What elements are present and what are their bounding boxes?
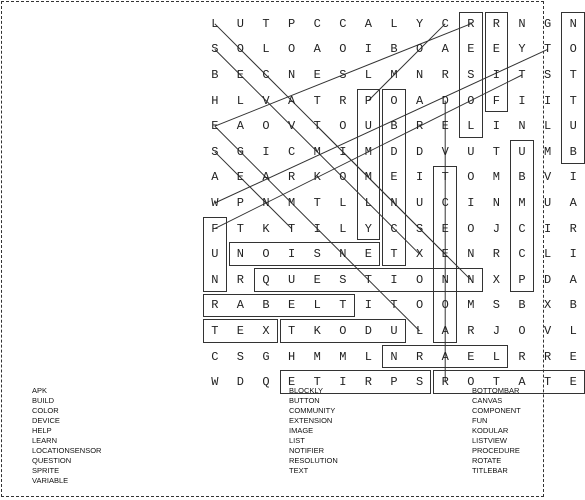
grid-letter[interactable]: O — [339, 119, 347, 134]
grid-letter[interactable]: L — [543, 119, 552, 134]
grid-letter[interactable]: B — [518, 170, 526, 185]
found-word-box — [280, 319, 406, 343]
grid-letter[interactable]: E — [236, 170, 244, 185]
grid-letter[interactable]: J — [492, 221, 500, 236]
grid-letter[interactable]: T — [287, 324, 296, 338]
grid-letter[interactable]: A — [441, 324, 449, 338]
grid-letter[interactable]: E — [236, 324, 244, 338]
grid-letter[interactable]: B — [518, 298, 526, 313]
grid-letter[interactable]: E — [441, 119, 449, 134]
grid-letter[interactable]: V — [543, 170, 552, 185]
word-list-item: COMMUNITY — [289, 406, 336, 415]
grid-letter[interactable]: F — [492, 93, 500, 108]
grid-letter[interactable]: T — [543, 375, 552, 390]
grid-letter[interactable]: L — [262, 42, 270, 57]
grid-letter[interactable]: I — [543, 221, 552, 236]
grid-letter[interactable]: N — [287, 68, 296, 82]
found-word-box — [382, 345, 508, 369]
grid-letter[interactable]: T — [492, 144, 500, 159]
grid-letter[interactable]: K — [313, 170, 321, 185]
grid-letter[interactable]: R — [518, 349, 526, 364]
grid-letter[interactable]: O — [467, 93, 475, 108]
grid-letter[interactable]: L — [364, 196, 372, 210]
word-list-item: LIST — [289, 436, 305, 445]
found-word-box — [561, 12, 585, 164]
grid-letter[interactable]: I — [467, 196, 475, 210]
grid-letter[interactable]: E — [287, 298, 296, 313]
grid-letter[interactable]: O — [339, 170, 347, 185]
grid-letter[interactable]: R — [339, 93, 347, 108]
word-list-column-1 — [32, 386, 101, 486]
grid-letter[interactable]: O — [339, 324, 347, 338]
grid-letter[interactable]: Y — [364, 221, 372, 236]
grid-letter[interactable]: A — [262, 170, 270, 185]
grid-letter[interactable]: N — [569, 16, 577, 31]
grid-letter[interactable]: A — [569, 272, 577, 287]
grid-letter[interactable]: A — [236, 119, 244, 134]
grid-letter[interactable]: M — [339, 349, 347, 364]
grid-letter[interactable]: L — [569, 324, 577, 338]
grid-letter[interactable]: F — [211, 221, 219, 236]
grid-letter[interactable]: M — [467, 298, 475, 313]
word-list-column-3 — [472, 386, 521, 476]
grid-letter[interactable]: X — [543, 298, 552, 313]
grid-letter[interactable]: B — [569, 298, 577, 313]
grid-letter[interactable]: U — [518, 144, 526, 159]
word-list-item: EXTENSION — [289, 416, 333, 425]
word-list-column-2 — [289, 386, 338, 476]
grid-letter[interactable]: C — [287, 144, 296, 159]
grid-letter[interactable]: L — [236, 93, 244, 108]
grid-letter[interactable]: E — [467, 42, 475, 57]
grid-letter[interactable]: U — [569, 119, 577, 134]
grid-letter[interactable]: M — [364, 144, 372, 159]
grid-letter[interactable]: R — [287, 170, 296, 185]
grid-letter[interactable]: U — [287, 272, 296, 287]
grid-letter[interactable]: T — [287, 221, 296, 236]
grid-letter[interactable]: D — [415, 144, 424, 159]
grid-letter[interactable]: M — [313, 349, 321, 364]
grid-letter[interactable]: M — [364, 170, 372, 185]
grid-letter[interactable]: R — [211, 298, 219, 313]
word-list-item: IMAGE — [289, 426, 314, 435]
grid-letter[interactable]: N — [262, 196, 270, 210]
grid-letter[interactable]: C — [262, 68, 270, 82]
grid-letter[interactable]: A — [313, 42, 321, 57]
grid-letter[interactable]: O — [236, 42, 244, 57]
grid-letter[interactable]: I — [492, 119, 500, 134]
grid-letter[interactable]: L — [364, 349, 372, 364]
grid-letter[interactable]: A — [211, 170, 219, 185]
grid-letter[interactable]: R — [415, 349, 424, 364]
grid-letter[interactable]: T — [441, 170, 449, 185]
grid-letter[interactable]: M — [518, 196, 526, 210]
grid-letter[interactable]: N — [236, 247, 244, 262]
grid-letter[interactable]: I — [364, 298, 372, 313]
grid-letter[interactable]: D — [441, 93, 449, 108]
grid-letter[interactable]: O — [518, 324, 526, 338]
grid-letter[interactable]: M — [543, 144, 552, 159]
grid-letter[interactable]: X — [415, 247, 424, 262]
grid-letter[interactable]: I — [339, 375, 347, 390]
grid-letter[interactable]: C — [339, 16, 347, 31]
grid-letter[interactable]: S — [415, 221, 424, 236]
grid-letter[interactable]: N — [339, 247, 347, 262]
grid-letter[interactable]: E — [492, 42, 500, 57]
grid-letter[interactable]: G — [236, 144, 244, 159]
grid-letter[interactable]: S — [467, 68, 475, 82]
grid-letter[interactable]: R — [467, 324, 475, 338]
grid-letter[interactable]: R — [364, 375, 372, 390]
grid-letter[interactable]: S — [339, 272, 347, 287]
grid-letter[interactable]: S — [492, 298, 500, 313]
grid-letter[interactable]: T — [313, 119, 321, 134]
grid-letter[interactable]: T — [569, 93, 577, 108]
found-word-box — [203, 294, 355, 318]
grid-letter[interactable]: N — [211, 272, 219, 287]
grid-letter[interactable]: G — [543, 16, 552, 31]
grid-letter[interactable]: Q — [262, 272, 270, 287]
grid-letter[interactable]: N — [390, 196, 398, 210]
found-word-box — [510, 140, 534, 292]
found-word-box — [203, 319, 278, 343]
grid-letter[interactable]: E — [287, 375, 296, 390]
grid-letter[interactable]: L — [364, 68, 372, 82]
grid-letter[interactable]: C — [313, 16, 321, 31]
grid-letter[interactable]: N — [467, 272, 475, 287]
grid-letter[interactable]: B — [569, 144, 577, 159]
grid-letter[interactable]: T — [313, 375, 321, 390]
grid-letter[interactable]: T — [262, 16, 270, 31]
grid-letter[interactable]: V — [543, 324, 552, 338]
grid-letter[interactable]: E — [313, 68, 321, 82]
found-word-box — [382, 89, 406, 266]
grid-letter[interactable]: C — [390, 221, 398, 236]
grid-letter[interactable]: O — [415, 298, 424, 313]
grid-letter[interactable]: I — [543, 93, 552, 108]
word-list-item: BUILD — [32, 396, 55, 405]
grid-letter[interactable]: T — [211, 324, 219, 338]
grid-letter[interactable]: O — [467, 375, 475, 390]
grid-letter[interactable]: A — [569, 196, 577, 210]
word-list-item: KODULAR — [472, 426, 509, 435]
grid-letter[interactable]: I — [339, 144, 347, 159]
grid-letter[interactable]: O — [467, 221, 475, 236]
grid-letter[interactable]: C — [211, 349, 219, 364]
grid-letter[interactable]: O — [339, 42, 347, 57]
grid-letter[interactable]: N — [492, 196, 500, 210]
grid-letter[interactable]: T — [364, 272, 372, 287]
word-list-item: LISTVIEW — [472, 436, 508, 445]
grid-letter[interactable]: S — [211, 42, 219, 57]
word-list-item: COLOR — [32, 406, 59, 415]
grid-letter[interactable]: W — [211, 375, 219, 390]
found-word-box — [485, 12, 509, 112]
word-list-item: BLOCKLY — [289, 386, 324, 395]
grid-letter[interactable]: O — [262, 247, 270, 262]
grid-letter[interactable]: A — [441, 349, 449, 364]
grid-letter[interactable]: R — [467, 16, 475, 31]
grid-letter[interactable]: E — [467, 349, 475, 364]
grid-letter[interactable]: S — [339, 68, 347, 82]
grid-letter[interactable]: E — [441, 247, 449, 262]
grid-letter[interactable]: C — [441, 196, 449, 210]
found-word-box — [459, 12, 483, 138]
grid-letter[interactable]: I — [390, 272, 398, 287]
grid-letter[interactable]: I — [518, 93, 526, 108]
grid-letter[interactable]: R — [415, 119, 424, 134]
grid-letter[interactable]: P — [518, 272, 526, 287]
found-word-box — [229, 242, 381, 266]
grid-letter[interactable]: E — [569, 349, 577, 364]
grid-letter[interactable]: H — [287, 349, 296, 364]
word-list-item: PROCEDURE — [472, 446, 520, 455]
grid-letter[interactable]: R — [492, 16, 500, 31]
grid-letter[interactable]: B — [390, 119, 398, 134]
grid-letter[interactable]: G — [262, 349, 270, 364]
grid-letter[interactable]: P — [287, 16, 296, 31]
grid-letter[interactable]: T — [569, 68, 577, 82]
grid-letter[interactable]: E — [211, 119, 219, 134]
grid-letter[interactable]: I — [569, 170, 577, 185]
grid-letter[interactable]: I — [287, 247, 296, 262]
grid-letter[interactable]: P — [390, 375, 398, 390]
grid-letter[interactable]: A — [441, 42, 449, 57]
grid-letter[interactable]: N — [415, 68, 424, 82]
grid-letter[interactable]: V — [441, 144, 449, 159]
word-list-item: SPRITE — [32, 466, 60, 475]
found-word-box — [433, 166, 457, 343]
grid-letter[interactable]: L — [313, 298, 321, 313]
word-list-item: LEARN — [32, 436, 58, 445]
grid-letter[interactable]: M — [390, 68, 398, 82]
grid-letter[interactable]: R — [492, 247, 500, 262]
grid-letter[interactable]: N — [441, 272, 449, 287]
grid-letter[interactable]: I — [415, 170, 424, 185]
grid-letter[interactable]: D — [236, 375, 244, 390]
grid-letter[interactable]: D — [364, 324, 372, 338]
grid-letter[interactable]: M — [492, 170, 500, 185]
grid-letter[interactable]: A — [287, 93, 296, 108]
grid-letter[interactable]: T — [313, 196, 321, 210]
word-list-item: TITLEBAR — [472, 466, 508, 475]
word-list-item: BOTTOMBAR — [472, 386, 520, 395]
grid-letter[interactable]: X — [262, 324, 270, 338]
grid-letter[interactable]: O — [569, 42, 577, 57]
word-list-item: LOCATIONSENSOR — [32, 446, 102, 455]
grid-letter[interactable]: O — [390, 93, 398, 108]
grid-letter[interactable]: E — [390, 170, 398, 185]
grid-letter[interactable]: A — [236, 298, 244, 313]
word-list-item: BUTTON — [289, 396, 320, 405]
grid-letter[interactable]: U — [543, 196, 552, 210]
grid-letter[interactable]: I — [492, 68, 500, 82]
word-list-item: APK — [32, 386, 48, 395]
grid-letter[interactable]: O — [287, 42, 296, 57]
grid-letter[interactable]: A — [364, 16, 372, 31]
grid-letter[interactable]: K — [313, 324, 321, 338]
grid-letter[interactable]: T — [492, 375, 500, 390]
grid-letter[interactable]: T — [390, 298, 398, 313]
word-list-item: TEXT — [289, 466, 309, 475]
grid-letter[interactable]: Y — [518, 42, 526, 57]
grid-letter[interactable]: U — [415, 196, 424, 210]
grid-letter[interactable]: L — [492, 349, 500, 364]
grid-letter[interactable]: T — [543, 42, 552, 57]
grid-letter[interactable]: N — [518, 119, 526, 134]
grid-letter[interactable]: D — [543, 272, 552, 287]
grid-letter[interactable]: U — [364, 119, 372, 134]
grid-letter[interactable]: L — [415, 324, 424, 338]
word-list-item: CANVAS — [472, 396, 503, 405]
grid-letter[interactable]: O — [441, 298, 449, 313]
grid-letter[interactable]: N — [390, 349, 398, 364]
grid-letter[interactable]: L — [211, 16, 219, 31]
word-list-item: DEVICE — [32, 416, 60, 425]
grid-letter[interactable]: R — [441, 375, 449, 390]
grid-letter[interactable]: P — [364, 93, 372, 108]
grid-letter[interactable]: U — [467, 144, 475, 159]
grid-letter[interactable]: E — [236, 68, 244, 82]
grid-letter[interactable]: L — [339, 221, 347, 236]
grid-letter[interactable]: R — [569, 221, 577, 236]
grid-letter[interactable]: D — [390, 144, 398, 159]
found-word-box — [203, 217, 227, 292]
grid-letter[interactable]: I — [569, 247, 577, 262]
grid-letter[interactable]: U — [236, 16, 244, 31]
grid-letter[interactable]: I — [262, 144, 270, 159]
grid-letter[interactable]: S — [236, 349, 244, 364]
grid-letter[interactable]: T — [313, 93, 321, 108]
grid-letter[interactable]: C — [518, 247, 526, 262]
grid-letter[interactable]: R — [441, 68, 449, 82]
grid-letter[interactable]: N — [518, 16, 526, 31]
word-list-item: VARIABLE — [32, 476, 69, 485]
grid-letter[interactable]: L — [467, 119, 475, 134]
grid-letter[interactable]: E — [313, 272, 321, 287]
grid-letter[interactable]: V — [287, 119, 296, 134]
grid-letter[interactable]: T — [518, 68, 526, 82]
grid-letter[interactable]: I — [313, 221, 321, 236]
grid-letter[interactable]: C — [441, 16, 449, 31]
word-list-item: NOTIFIER — [289, 446, 324, 455]
grid-letter[interactable]: L — [390, 16, 398, 31]
grid-letter[interactable]: S — [543, 68, 552, 82]
grid-letter[interactable]: V — [262, 93, 270, 108]
grid-letter[interactable]: L — [543, 247, 552, 262]
grid-letter[interactable]: S — [313, 247, 321, 262]
grid-letter[interactable]: B — [262, 298, 270, 313]
grid-letter[interactable]: B — [211, 68, 219, 82]
word-list-item: HELP — [32, 426, 52, 435]
word-list-item: COMPONENT — [472, 406, 521, 415]
grid-letter[interactable]: Q — [262, 375, 270, 390]
grid-letter[interactable]: R — [236, 272, 244, 287]
grid-letter[interactable]: B — [390, 42, 398, 57]
grid-letter[interactable]: L — [339, 196, 347, 210]
grid-letter[interactable]: P — [236, 196, 244, 210]
grid-letter[interactable]: T — [339, 298, 347, 313]
word-list-item: FUN — [472, 416, 488, 425]
grid-letter[interactable]: K — [262, 221, 270, 236]
grid-letter[interactable]: C — [518, 221, 526, 236]
grid-letter[interactable]: M — [313, 144, 321, 159]
grid-letter[interactable]: O — [415, 42, 424, 57]
word-list-item: ROTATE — [472, 456, 502, 465]
grid-letter[interactable]: H — [211, 93, 219, 108]
grid-letter[interactable]: T — [236, 221, 244, 236]
word-list-item: QUESTION — [32, 456, 72, 465]
grid-letter[interactable]: Y — [415, 16, 424, 31]
grid-letter[interactable]: W — [211, 196, 219, 210]
grid-letter[interactable]: O — [262, 119, 270, 134]
found-word-box — [254, 268, 482, 292]
grid-letter[interactable]: O — [415, 272, 424, 287]
grid-letter[interactable]: J — [492, 324, 500, 338]
grid-letter[interactable]: E — [364, 247, 372, 262]
found-word-box — [357, 89, 381, 241]
grid-letter[interactable]: I — [364, 42, 372, 57]
grid-letter[interactable]: E — [569, 375, 577, 390]
grid-letter[interactable]: M — [287, 196, 296, 210]
grid-letter[interactable]: X — [492, 272, 500, 287]
grid-letter[interactable]: E — [441, 221, 449, 236]
grid-letter[interactable]: R — [543, 349, 552, 364]
grid-letter[interactable]: O — [467, 170, 475, 185]
grid-letter[interactable]: A — [518, 375, 526, 390]
grid-letter[interactable]: S — [211, 144, 219, 159]
grid-letter[interactable]: U — [390, 324, 398, 338]
grid-letter[interactable]: U — [211, 247, 219, 262]
grid-letter[interactable]: N — [467, 247, 475, 262]
word-list-item: RESOLUTION — [289, 456, 338, 465]
grid-letter[interactable]: S — [415, 375, 424, 390]
grid-letter[interactable]: A — [415, 93, 424, 108]
grid-letter[interactable]: T — [390, 247, 398, 262]
